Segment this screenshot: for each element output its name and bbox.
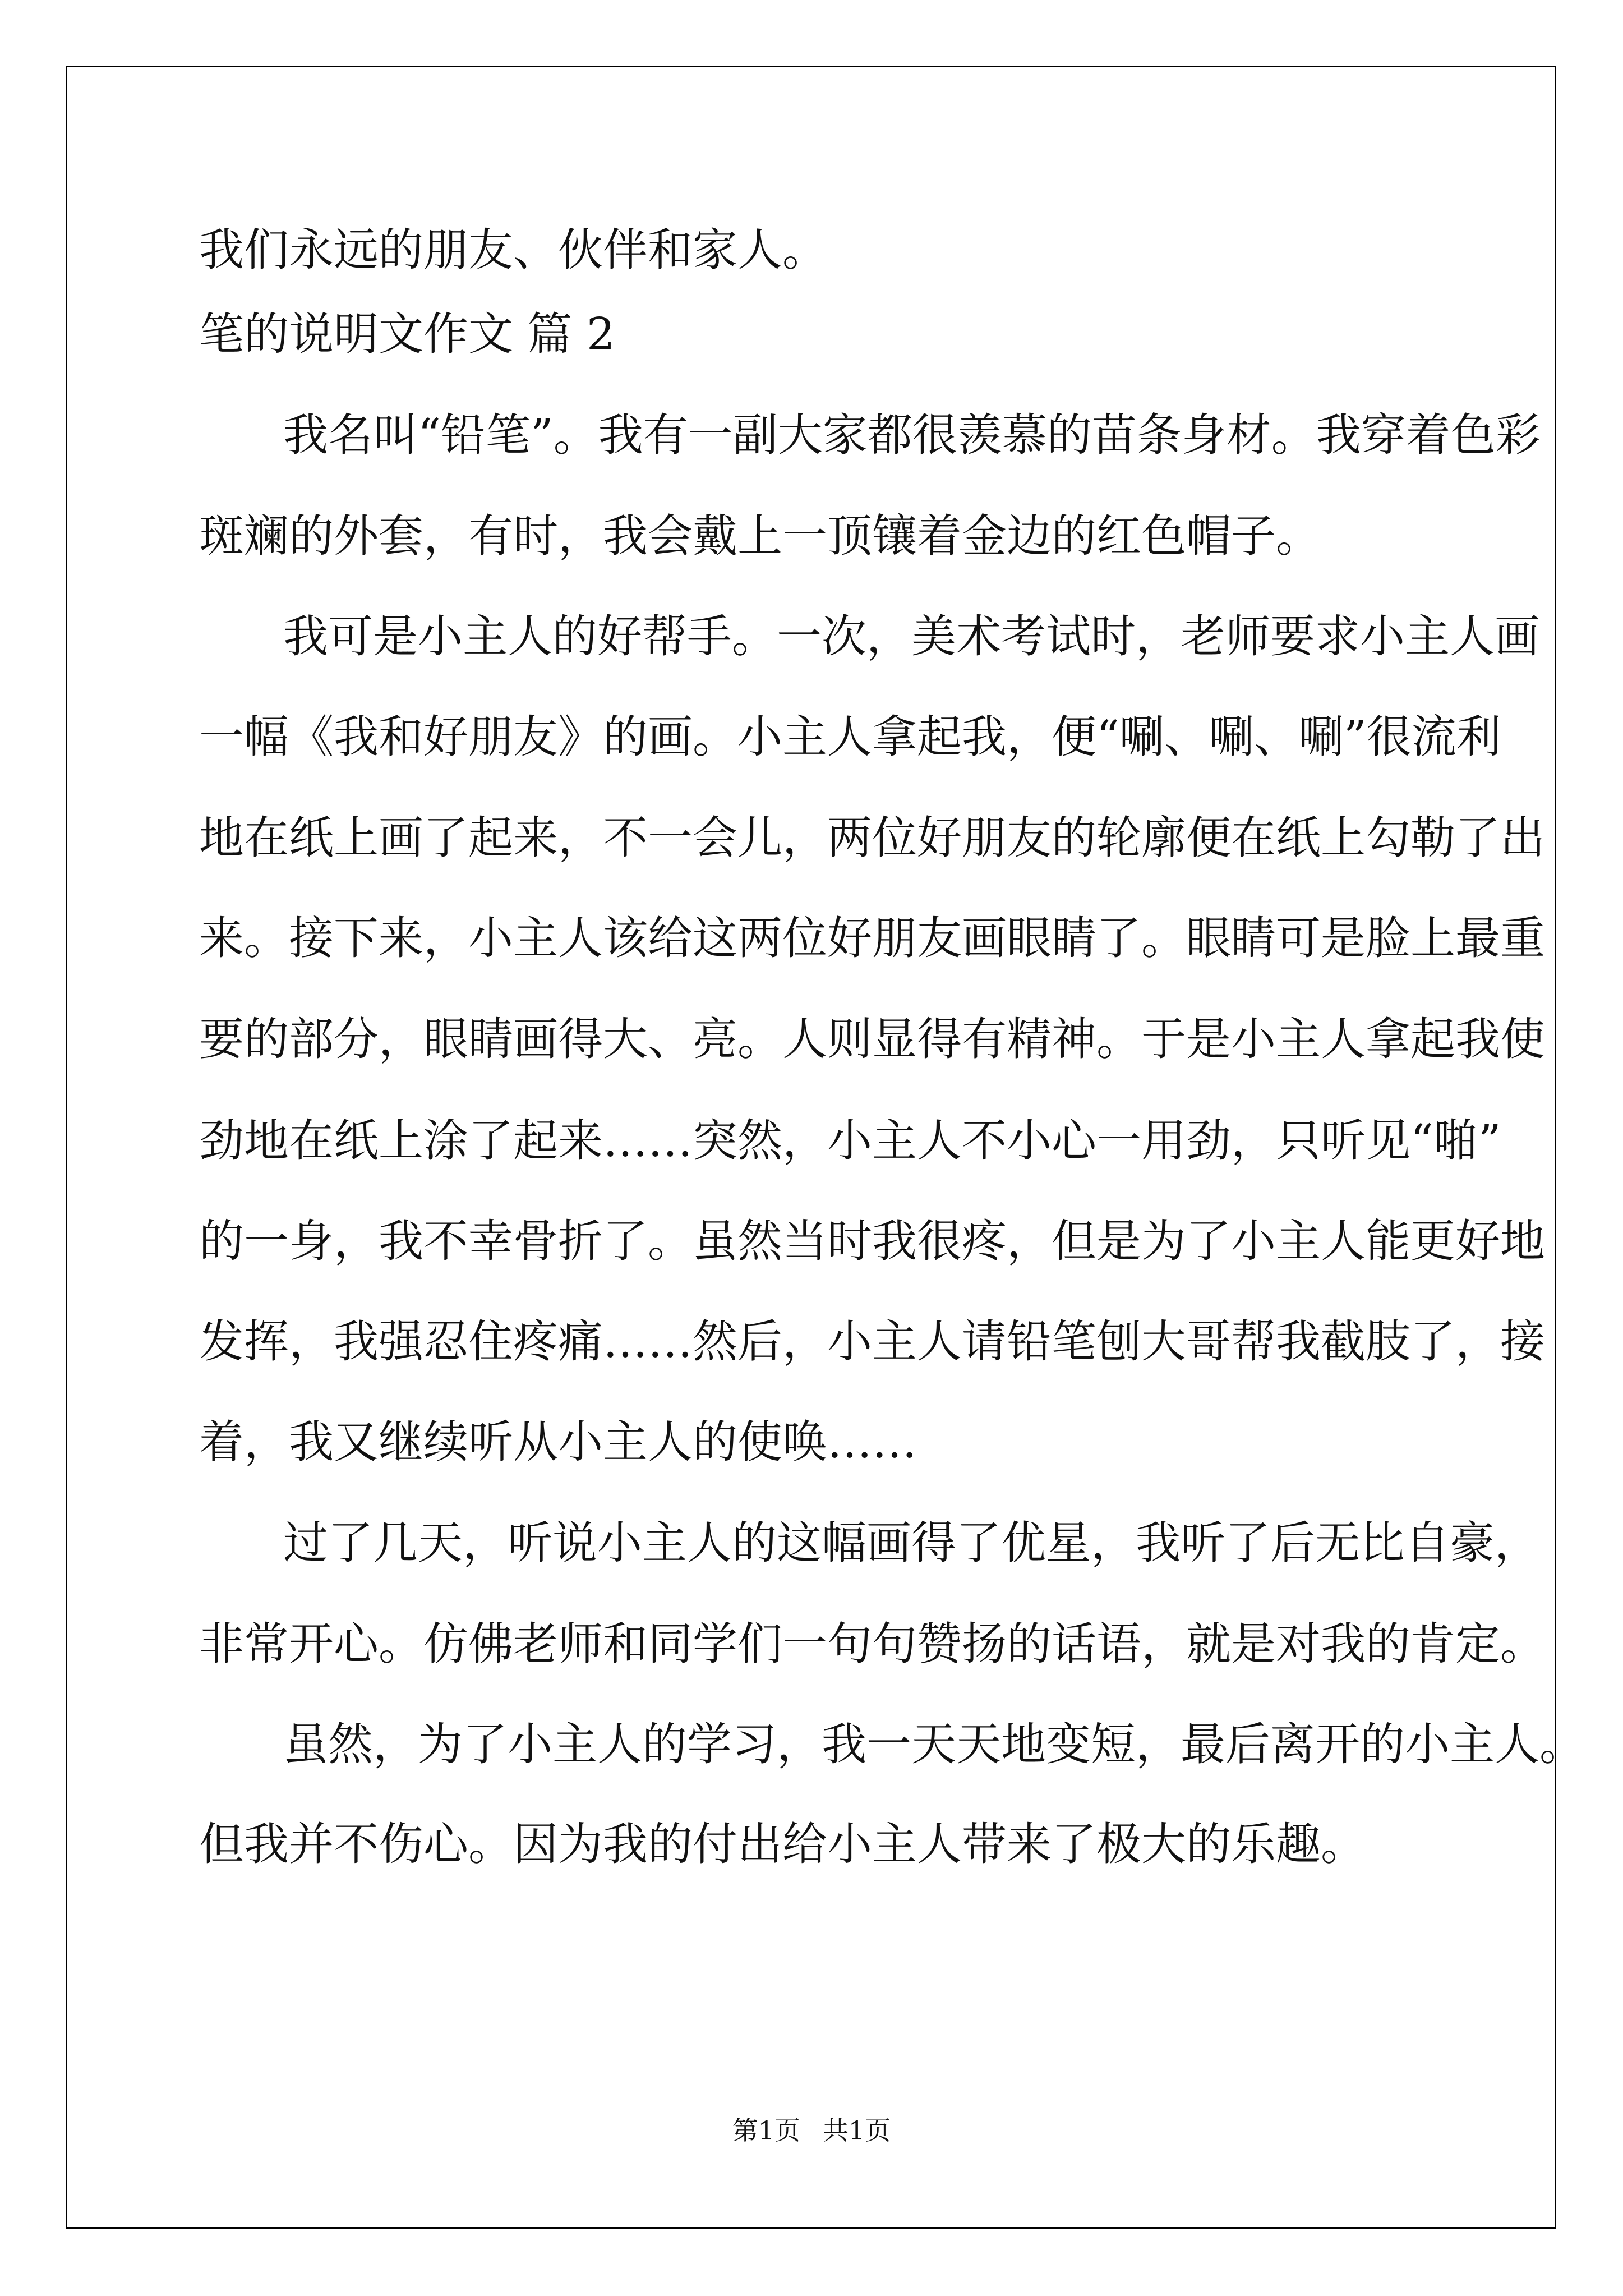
page-footer	[0, 2114, 1623, 2147]
text-line: 我们永远的朋友、伙伴和家人。	[199, 224, 827, 276]
text-line: 我名叫“铅笔”。我有一副大家都很羡慕的苗条身材。我穿着色彩	[283, 409, 1541, 461]
page-number: 第1页	[732, 2115, 800, 2146]
text-line: 地在纸上画了起来，不一会儿，两位好朋友的轮廓便在纸上勾勒了出	[199, 812, 1545, 864]
section-heading: 笔的说明文作文 篇 2	[199, 308, 615, 360]
text-line: 要的部分，眼睛画得大、亮。人则显得有精神。于是小主人拿起我使	[199, 1013, 1545, 1065]
text-line: 但我并不伤心。因为我的付出给小主人带来了极大的乐趣。	[199, 1818, 1366, 1870]
text-line: 斑斓的外套，有时，我会戴上一顶镶着金边的红色帽子。	[199, 510, 1321, 562]
text-line: 着，我又继续听从小主人的使唤……	[199, 1416, 917, 1468]
text-line: 虽然，为了小主人的学习，我一天天地变短，最后离开的小主人。	[283, 1718, 1584, 1770]
text-line: 发挥，我强忍住疼痛……然后，小主人请铅笔刨大哥帮我截肢了，接	[199, 1315, 1545, 1368]
text-line: 的一身，我不幸骨折了。虽然当时我很疼，但是为了小主人能更好地	[199, 1215, 1545, 1267]
text-line: 一幅《我和好朋友》的画。小主人拿起我，便“唰、唰、唰”很流利	[199, 711, 1501, 763]
page-total: 共1页	[823, 2115, 891, 2146]
text-line: 劲地在纸上涂了起来……突然，小主人不小心一用劲，只听见“啪”	[199, 1115, 1501, 1167]
text-line: 非常开心。仿佛老师和同学们一句句赞扬的话语，就是对我的肯定。	[199, 1618, 1545, 1670]
text-line: 我可是小主人的好帮手。一次，美术考试时，老师要求小主人画	[283, 610, 1539, 662]
text-line: 过了几天，听说小主人的这幅画得了优星，我听了后无比自豪，	[283, 1517, 1539, 1569]
text-line: 来。接下来，小主人该给这两位好朋友画眼睛了。眼睛可是脸上最重	[199, 912, 1545, 964]
